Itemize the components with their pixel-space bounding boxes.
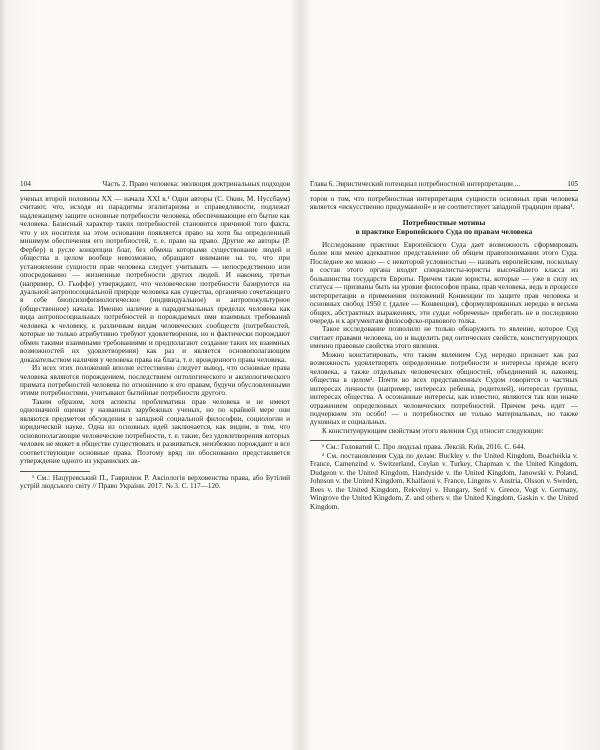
right-footnote-2: ² См. постановления Суда по делам: Buckley v. the United Kingdom, Boacheikia v. France, Camenzind v. Switzerland, Ceylan v. Turkey, Chapman v. the United Kingdom, Dudgeon v. the United Kingdom, Handyside v. the United Kingdom, Janowski v. Poland, Johnson v. the United Kingdom, Khalfaoui v. France, Lingens v. Austria, Olsson v. Sweden, Rees v. the United Kingdom, Rekvényi v. Hungary, Serif v. Greece, Vogt v. Germany, Wingrove the United Kingdom, Z. and others v. the United Kingdom, Gaskin v. the United Kingdom. [310, 451, 578, 511]
right-paragraph-top: торов о том, что потребностная интерпретация сущности основных прав человека является «искусственно придуманной» и не соответствует западной традиции права¹. [310, 195, 578, 212]
right-header-title: Глава 6. Эвристический потенциал потребностной интерпретации ... [310, 180, 521, 188]
right-running-header [310, 180, 578, 191]
section-heading [310, 218, 578, 236]
right-page-number: 105 [567, 180, 578, 188]
right-paragraph-4: К конституирующим свойствам этого явления Суд относит следующие: [322, 426, 544, 435]
right-body [310, 195, 578, 511]
right-paragraph-2: Такое исследование позволило не только обнаружить то явление, которое Суд считает правами человека, но и выделить ряд онтических свойств, конституирующих именно правовые свойства этого явления. [310, 325, 578, 351]
left-paragraph-3: Таким образом, хотя аспекты проблематики прав человека и не имеют однозначной оценки у названных зарубежных ученых, но по крайней мере они являются предметом обсуждения в западной социальной философии, социологии и юридической науке. Одна из основных идей заключается, как видим, в том, что основополагающие человеческие потребности, т. е. такие, без удовлетворения которых человек не может в обществе существовать и развиваться, неизбежно порождают и все соответствующие основные права. Поэтому вряд ли обоснованно представляется утверждение одного из украинских ав- [20, 397, 290, 466]
left-running-header [20, 180, 290, 191]
right-footnote-rule [310, 440, 380, 441]
left-page [20, 180, 290, 620]
right-page [310, 180, 578, 620]
right-footnote-1: ¹ См.: Головатий С. Про людські права. Лексій. Київ, 2016. С. 644. [322, 443, 526, 452]
left-body [20, 195, 290, 490]
left-page-number: 104 [20, 180, 31, 188]
left-footnote: ¹ См.: Нацуревський П., Гаврилюк Р. Аксіологія верховенства права, або Бутілий устрій людського світу // Право України. 2017. № 3. С. 117—120. [20, 473, 290, 490]
section-heading-line-1: Потребностные мотивы [402, 217, 486, 227]
left-footnote-rule [20, 471, 90, 472]
right-paragraph-1: Исследование практики Европейского Суда дает возможность сформировать более или менее адекватное представление об общем правопонимании этого Суда. Последнее же можно — с некоторой условностью — назвать европейским, поскольку в состав этого органа входят специалисты-юристы высочайшего класса из большинства государств Европы. Причем такие юристы, которые — уже в силу их статуса — призваны быть на уровне философов права, прав человека, ведь в процессе интерпретации и применения положений Конвенции по защите прав человека и основных свобод 1950 г. (далее — Конвенция), сформулированных нередко в весьма общих, абстрактных выражениях, эти судьи «обречены» прибегать не в последнюю очередь и к аргументам философско-правового толка. [310, 240, 578, 325]
left-paragraph-2: Из всех этих положений вполне естественно следует вывод, что основные права человека являются порождением, последствием онтологического и аксиологического примата потребностей человека по отношению к его правам, будучи обусловленными этими потребностями, учитывают бытийные потребности другого. [20, 364, 290, 398]
left-header-title: Часть 2. Право человека: эволюция доктринальных подходов [102, 180, 290, 188]
left-paragraph-1: ученых второй половины XX — начала XXI в.¹ Одни авторы (С. Окин, М. Нуссбаум) считают, что, исходя из парадигмы эгалитаризма и справедливости, подлежат надлежащему защите основные потребности человека, обеспечивающие его бытие как человека. Базисный характер таких потребностей становится причиной того факта, что у их носителя на этом основании появляется право на хотя бы определенный минимум обеспечения его потребностей, т. е. право на право. Другие же авторы (Р. Фербер) в русле концепции благ, без обмена которыми существование людей и общества в целом вообще невозможно, обращают внимание на то, что при установлении сущности прав человека следует учитывать — непосредственно или опосредованно — жизненные потребности других людей. И наконец, третьи (например, О. Гьоффе) утверждают, что человеческие потребности базируются на дуальной антропосоциальной природе человека как существа, органично сочетающего в себе биопсихофизиологическое (индивидуальное) и антропокультурное (общественное) начала. Именно наличие в парадигмальных пределах человека как вида антропосоциальных потребностей и порождаемых ими взаимных требований человека к человеку, к различным видам человеческих сообществ (потребностей, которые не только атрибутивно требуют удовлетворения, но и фактически порождают обмен такими взаимными требованиями и предполагают создание таких их взаимных возможностей их удовлетворения) как раз и является основополагающим доказательством наличия у человека права на блага, т. е. врожденного права человека. [20, 195, 290, 364]
section-heading-line-2: в практике Европейского Суда по правам человека [355, 226, 533, 236]
right-paragraph-3: Можно констатировать, что таким явлением Суд нередко признает как раз возможность удовлетворять определенные потребности и интересы прежде всего человека, а также отдельных человеческих общностей, объединений и, наконец, общества в целом². Почти во всех представленных Судом говорится о частных интересах личности (например, интересах ребенка, родителей), интересах группы, интересах общества. А осознанные интересы, как известно, являются так или иначе отражением определенных человеческих потребностей. Причем речь идет — подчеркнем это особо! — о потребностях не только материальных, но также духовных и социальных. [310, 350, 578, 427]
